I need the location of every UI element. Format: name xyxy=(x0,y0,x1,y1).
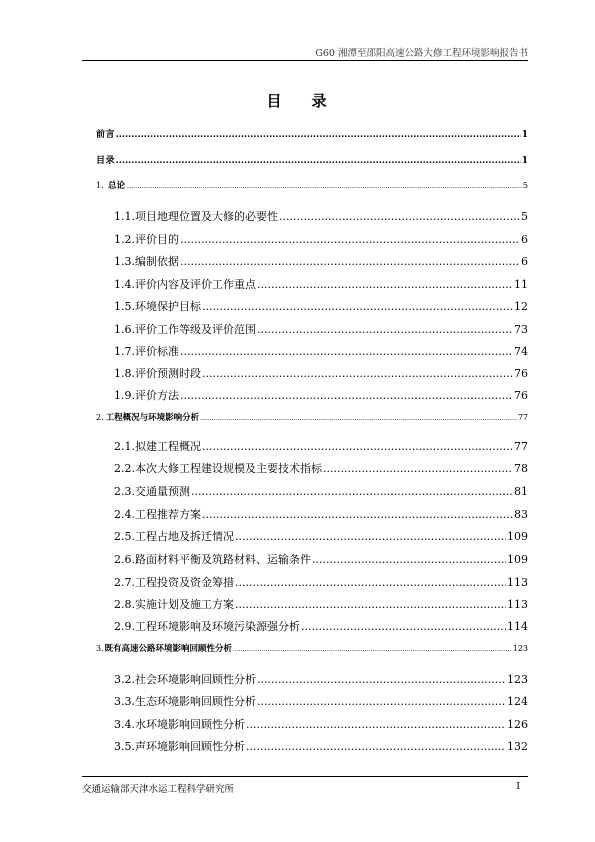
toc-leader-dots xyxy=(116,130,521,140)
toc-entry-page: 74 xyxy=(514,345,528,358)
toc-entry-page: 11 xyxy=(514,278,528,291)
toc-leader-dots xyxy=(279,210,520,223)
toc-entry[interactable] xyxy=(114,208,528,224)
toc-entry-page: 5 xyxy=(521,210,528,223)
toc-entry[interactable] xyxy=(114,506,528,522)
toc-entry-number: 2.8. xyxy=(114,598,135,611)
toc-entry[interactable] xyxy=(114,716,528,732)
toc-entry-number: 1.2. xyxy=(114,233,135,246)
page-title xyxy=(0,90,595,111)
toc-leader-dots xyxy=(202,367,513,380)
toc-leader-dots xyxy=(180,233,520,246)
toc-entry-label: 工程投资及资金筹措 xyxy=(135,576,234,589)
toc-leader-dots xyxy=(257,695,506,708)
toc-leader-dots xyxy=(202,440,513,453)
toc-entry[interactable] xyxy=(114,343,528,359)
toc-entry-number: 3.3. xyxy=(114,695,135,708)
toc-entry-number: 1.7. xyxy=(114,345,135,358)
toc-leader-dots xyxy=(301,620,506,633)
toc-entry[interactable] xyxy=(114,387,528,403)
toc-entry-page: 76 xyxy=(514,389,528,402)
toc-entry-label: 录 xyxy=(105,156,115,166)
toc-entry[interactable] xyxy=(114,693,528,709)
toc-entry-label: 既有高速公路环境影响回顾性分析 xyxy=(104,644,232,654)
toc-entry-page: 5 xyxy=(522,181,528,190)
toc-entry-page: 1 xyxy=(521,130,528,140)
toc-entry-label: 工程推荐方案 xyxy=(135,508,201,521)
toc-entry-number: 1.5. xyxy=(114,300,135,313)
toc-entry-number: 3.5. xyxy=(114,740,135,753)
toc-entry-label: 实施计划及施工方案 xyxy=(135,598,234,611)
toc-entry[interactable] xyxy=(96,411,528,423)
toc-entry-page: 114 xyxy=(507,620,528,633)
toc-leader-dots xyxy=(180,389,513,402)
toc-entry[interactable] xyxy=(114,738,528,754)
toc-entry[interactable] xyxy=(114,231,528,247)
toc-entry-number: 2.7. xyxy=(114,576,135,589)
toc-entry-number: 目 xyxy=(96,156,106,166)
toc-entry-number: 1.3. xyxy=(114,255,135,268)
toc-entry-page: 109 xyxy=(507,553,528,566)
toc-leader-dots xyxy=(191,485,513,498)
toc-entry-label: 言 xyxy=(105,130,115,140)
toc-entry[interactable] xyxy=(114,253,528,269)
toc-leader-dots xyxy=(233,646,512,653)
toc-entry-page: 124 xyxy=(507,695,528,708)
toc-entry-page: 77 xyxy=(517,413,528,422)
toc-entry-label: 评价标准 xyxy=(135,345,179,358)
toc-leader-dots xyxy=(235,530,506,543)
toc-entry-label: 项目地理位置及大修的必要性 xyxy=(135,210,278,223)
toc-entry-page: 78 xyxy=(514,462,528,475)
toc-entry[interactable] xyxy=(114,298,528,314)
toc-entry-label: 工程概况与环境影响分析 xyxy=(105,413,200,423)
toc-entry[interactable] xyxy=(114,321,528,337)
toc-entry-number: 1.8. xyxy=(114,367,135,380)
toc-entry-number: 2. xyxy=(96,413,104,422)
toc-entry-number: 2.9. xyxy=(114,620,135,633)
title-char-2: 录 xyxy=(311,92,329,110)
toc-entry-label: 环境保护目标 xyxy=(135,300,201,313)
toc-entry-label: 评价方法 xyxy=(135,389,179,402)
toc-entry[interactable] xyxy=(96,153,528,166)
toc-leader-dots xyxy=(200,415,517,422)
toc-entry-label: 工程占地及拆迁情况 xyxy=(135,530,234,543)
toc-leader-dots xyxy=(235,598,506,611)
toc-entry-number: 2.4. xyxy=(114,508,135,521)
toc-entry-label: 路面材料平衡及筑路材料、运输条件 xyxy=(135,553,311,566)
toc-entry-label: 工程环境影响及环境污染源强分析 xyxy=(135,620,300,633)
toc-leader-dots xyxy=(257,323,513,336)
toc-entry-number: 2.2. xyxy=(114,462,135,475)
toc-entry-page: 123 xyxy=(507,673,528,686)
toc-entry-page: 132 xyxy=(507,740,528,753)
toc-entry[interactable] xyxy=(114,528,528,544)
toc-entry-number: 3. xyxy=(96,644,104,653)
toc-entry-page: 123 xyxy=(512,644,528,653)
toc-entry-label: 交通量预测 xyxy=(135,485,190,498)
toc-entry-label: 本次大修工程建设规模及主要技术指标 xyxy=(135,462,322,475)
toc-entry-number: 2.5. xyxy=(114,530,135,543)
toc-entry-page: 81 xyxy=(514,485,528,498)
toc-entry[interactable] xyxy=(114,460,528,476)
footer-rule xyxy=(82,776,528,777)
toc-entry-page: 6 xyxy=(521,255,528,268)
toc-entry-number: 1. xyxy=(96,181,104,190)
toc-entry-label: 评价内容及评价工作重点 xyxy=(135,278,256,291)
toc-entry[interactable] xyxy=(96,179,528,191)
toc-entry-page: 73 xyxy=(514,323,528,336)
toc-entry[interactable] xyxy=(114,276,528,292)
toc-leader-dots xyxy=(116,156,521,166)
toc-entry-label: 评价工作等级及评价范围 xyxy=(135,323,256,336)
toc-entry-page: 6 xyxy=(521,233,528,246)
toc-entry-page: 113 xyxy=(507,576,528,589)
toc-leader-dots xyxy=(257,278,513,291)
toc-entry-label: 拟建工程概况 xyxy=(135,440,201,453)
toc-leader-dots xyxy=(180,345,513,358)
toc-entry-number: 1.4. xyxy=(114,278,135,291)
toc-entry-number: 2.3. xyxy=(114,485,135,498)
toc-leader-dots xyxy=(257,673,506,686)
toc-leader-dots xyxy=(323,462,513,475)
toc-entry-label: 总论 xyxy=(108,181,126,191)
toc-entry-page: 76 xyxy=(514,367,528,380)
toc-leader-dots xyxy=(312,553,506,566)
toc-entry-page: 12 xyxy=(514,300,528,313)
toc-entry-label: 水环境影响回顾性分析 xyxy=(135,718,245,731)
toc-entry[interactable] xyxy=(114,596,528,612)
toc-entry-number: 1.1. xyxy=(114,210,135,223)
header-rule xyxy=(82,60,528,61)
toc-entry-page: 1 xyxy=(521,156,528,166)
toc-entry-number: 1.6. xyxy=(114,323,135,336)
toc-entry[interactable] xyxy=(114,438,528,454)
toc-entry[interactable] xyxy=(114,551,528,567)
toc-entry-number: 3.4. xyxy=(114,718,135,731)
toc-entry[interactable] xyxy=(96,127,528,140)
toc-entry-page: 109 xyxy=(507,530,528,543)
toc-entry[interactable] xyxy=(114,483,528,499)
toc-entry-label: 社会环境影响回顾性分析 xyxy=(135,673,256,686)
toc-entry[interactable] xyxy=(114,671,528,687)
toc-entry-label: 生态环境影响回顾性分析 xyxy=(135,695,256,708)
toc-leader-dots xyxy=(180,255,520,268)
toc-entry[interactable] xyxy=(114,365,528,381)
toc-entry-page: 83 xyxy=(514,508,528,521)
toc-leader-dots xyxy=(246,740,506,753)
toc-leader-dots xyxy=(202,300,513,313)
toc-leader-dots xyxy=(246,718,506,731)
toc-entry-page: 126 xyxy=(507,718,528,731)
toc-leader-dots xyxy=(202,508,513,521)
page-header-text: G60 湘潭至邵阳高速公路大修工程环境影响报告书 xyxy=(315,48,528,59)
toc-entry[interactable] xyxy=(114,574,528,590)
toc-leader-dots xyxy=(126,183,522,190)
title-char-1: 目 xyxy=(266,92,284,110)
toc-entry-page: 77 xyxy=(514,440,528,453)
toc-entry-page: 113 xyxy=(507,598,528,611)
toc-entry-number: 1.9. xyxy=(114,389,135,402)
toc-entry-number: 前 xyxy=(96,130,106,140)
toc-entry-number: 2.1. xyxy=(114,440,135,453)
toc-entry[interactable] xyxy=(114,618,528,634)
toc-entry-label: 评价目的 xyxy=(135,233,179,246)
toc-entry-label: 编制依据 xyxy=(135,255,179,268)
toc-entry-label: 声环境影响回顾性分析 xyxy=(135,740,245,753)
page-number: I xyxy=(516,781,520,792)
footer-institution: 交通运输部天津水运工程科学研究所 xyxy=(82,784,235,795)
toc-entry-label: 评价预测时段 xyxy=(135,367,201,380)
toc-entry-number: 2.6. xyxy=(114,553,135,566)
toc-entry-number: 3.2. xyxy=(114,673,135,686)
toc-leader-dots xyxy=(235,576,506,589)
toc-entry[interactable] xyxy=(96,642,528,654)
